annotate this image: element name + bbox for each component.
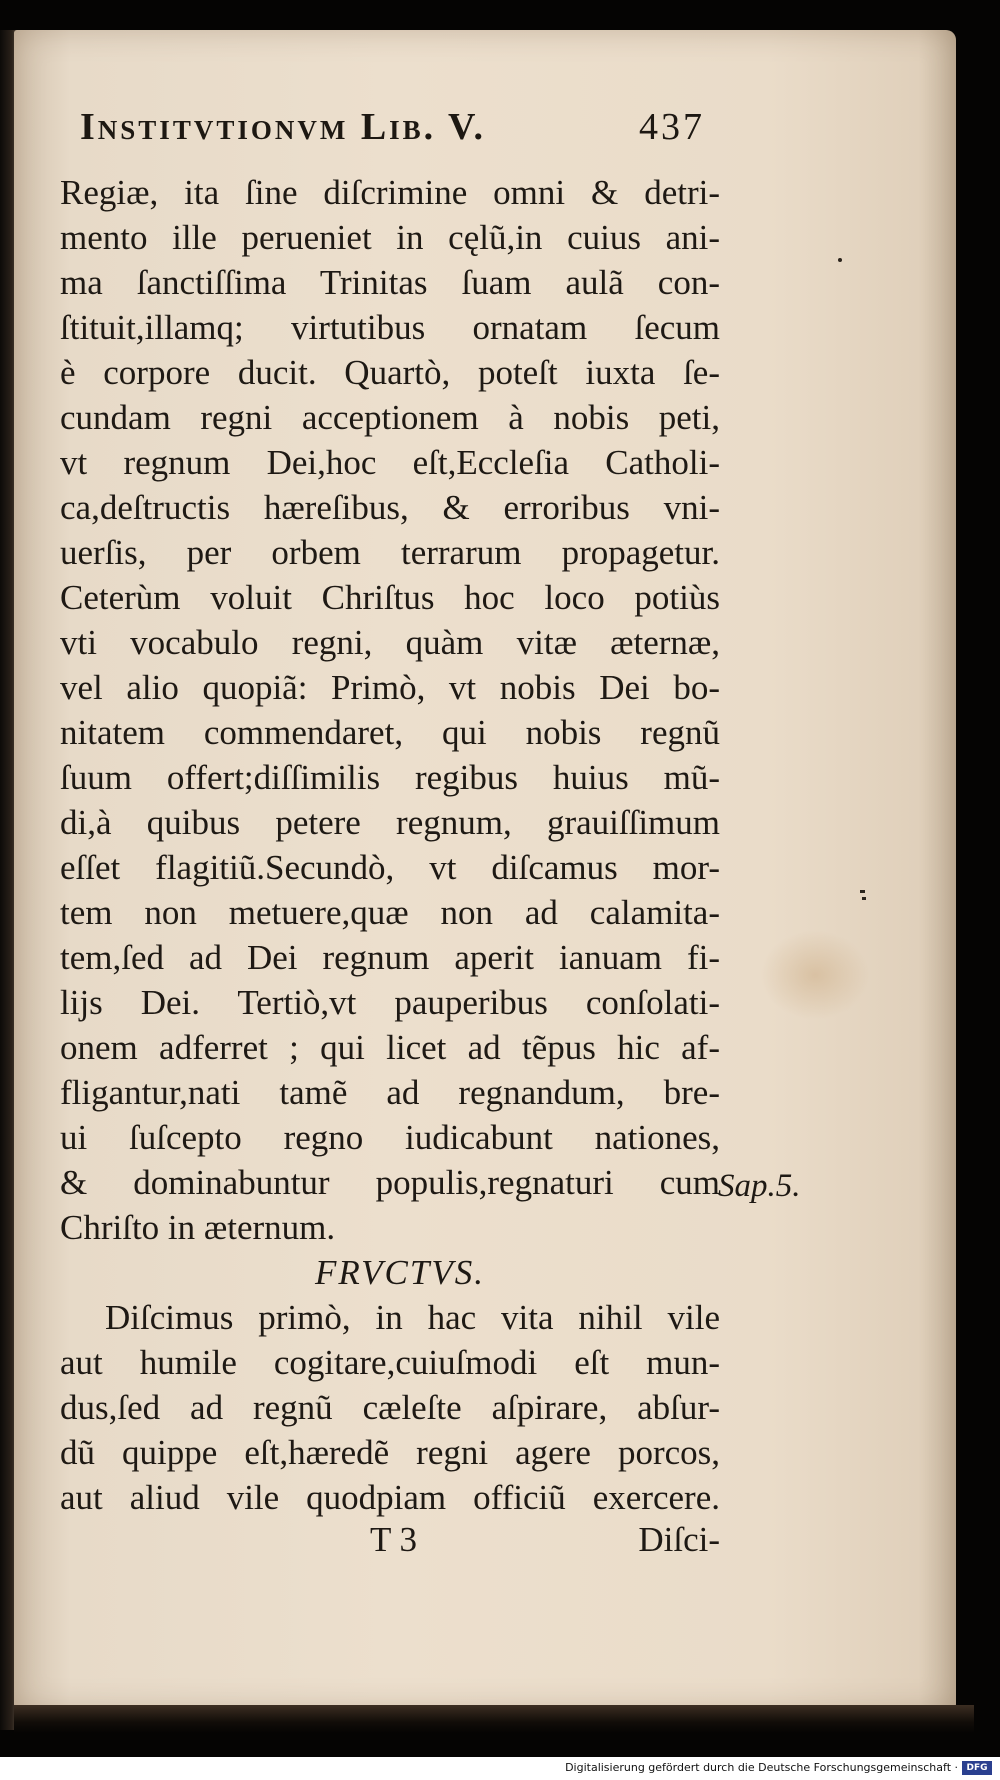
paper-speck: [862, 897, 866, 900]
text-line: vel alio quopiã: Primò, vt nobis Dei bo-: [60, 668, 720, 707]
text-line: nitatem commendaret, qui nobis regnũ: [60, 713, 720, 752]
running-title: Institvtionvm Lib. V.: [80, 106, 487, 148]
text-line: mento ille perueniet in cęlũ,in cuius ani-: [60, 218, 720, 257]
text-line: eſſet flagitiũ.Secundò, vt diſcamus mor-: [60, 848, 720, 887]
paper-speck: [838, 258, 842, 262]
text-line: ma ſanctiſſima Trinitas ſuam aulã con-: [60, 263, 720, 302]
text-line: ſuum offert;diſſimilis regibus huius mũ-: [60, 758, 720, 797]
text-line: Ceterùm voluit Chriſtus hoc loco potiùs: [60, 578, 720, 617]
text-line: ſtituit,illamq; virtutibus ornatam ſecum: [60, 308, 720, 347]
text-line: dus,ſed ad regnũ cæleſte aſpirare, abſur-: [60, 1388, 720, 1427]
text-line: lijs Dei. Tertiò,vt pauperibus conſolati-: [60, 983, 720, 1022]
text-line: tem non metuere,quæ non ad calamita-: [60, 893, 720, 932]
paper-stain: [760, 930, 870, 1020]
page-number: 437: [639, 106, 705, 148]
dfg-logo-icon: DFG: [962, 1761, 992, 1775]
text-line: vt regnum Dei,hoc eſt,Eccleſia Catholi-: [60, 443, 720, 482]
text-line: vti vocabulo regni, quàm vitæ æternæ,: [60, 623, 720, 662]
credit-text: Digitalisierung gefördert durch die Deutsche Forschungsgemeinschaft ·: [565, 1761, 958, 1774]
text-line: Chriſto in æternum.: [60, 1208, 336, 1247]
text-line: cundam regni acceptionem à nobis peti,: [60, 398, 720, 437]
text-line: è corpore ducit. Quartò, poteſt iuxta ſe-: [60, 353, 720, 392]
marginal-note: Sap.5.: [718, 1168, 801, 1204]
text-line: & dominabuntur populis,regnaturi cum: [60, 1163, 720, 1202]
text-line: di,à quibus petere regnum, grauiſſimum: [60, 803, 720, 842]
section-heading: FRVCTVS.: [315, 1253, 485, 1292]
text-line: tem,ſed ad Dei regnum aperit ianuam fi-: [60, 938, 720, 977]
catchword: Diſci-: [638, 1520, 720, 1559]
signature-mark: T 3: [370, 1520, 417, 1559]
text-line: ui ſuſcepto regno iudicabunt nationes,: [60, 1118, 720, 1157]
text-line: ca,deſtructis hæreſibus, & erroribus vni-: [60, 488, 720, 527]
text-line: Diſcimus primò, in hac vita nihil vile: [105, 1298, 720, 1337]
running-header: [80, 105, 705, 155]
page-bottom-shadow: [14, 1705, 974, 1733]
paper-speck: [860, 890, 865, 893]
text-line: aut humile cogitare,cuiuſmodi eſt mun-: [60, 1343, 720, 1382]
credit-bar: [0, 1757, 1000, 1780]
page-footer: [60, 1520, 720, 1565]
text-line: uerſis, per orbem terrarum propagetur.: [60, 533, 720, 572]
text-line: fligantur,nati tamẽ ad regnandum, bre-: [60, 1073, 720, 1112]
text-line: aut aliud vile quodpiam officiũ exercere.: [60, 1478, 720, 1517]
text-line: dũ quippe eſt,hæredẽ regni agere porcos,: [60, 1433, 720, 1472]
main-text-block: [60, 170, 720, 1520]
text-line: Regiæ, ita ſine diſcrimine omni & detri-: [60, 173, 720, 212]
text-line: onem adferret ; qui licet ad tẽpus hic af-: [60, 1028, 720, 1067]
